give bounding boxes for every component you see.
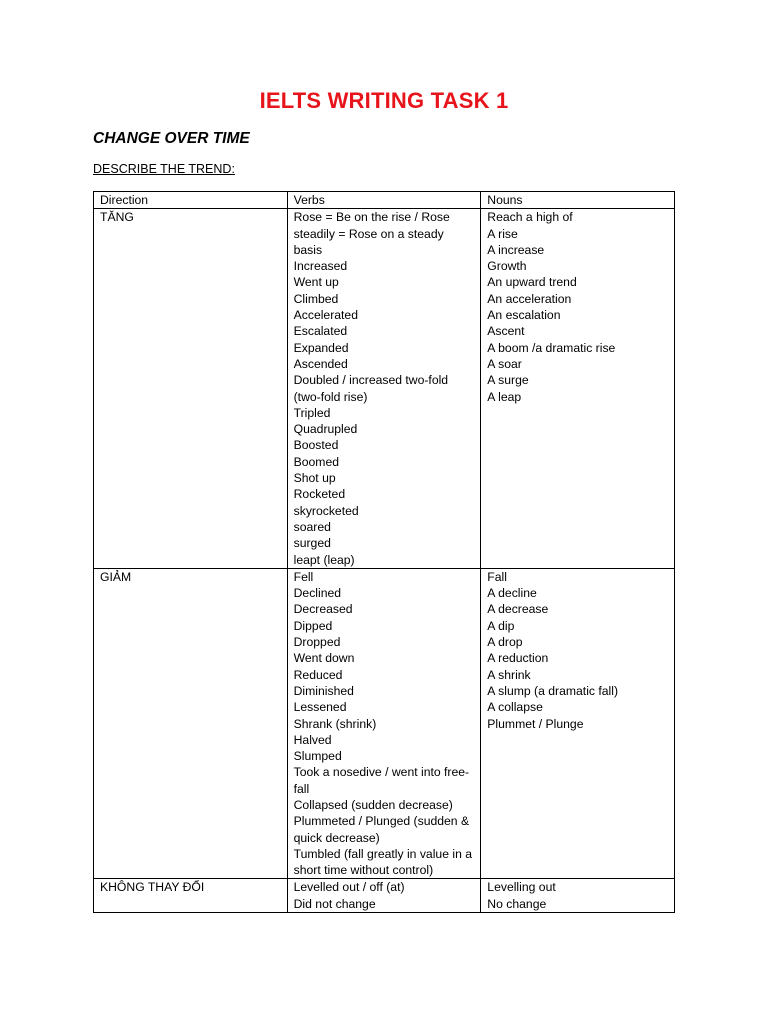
noun-item: Plummet / Plunge <box>487 716 584 731</box>
verb-item: Rose = Be on the rise / Rose steadily = Rose on a steady basis <box>293 210 450 257</box>
verb-item: Went down <box>293 651 355 666</box>
noun-item: A decline <box>487 586 537 601</box>
nouns-cell <box>481 879 675 913</box>
verb-item: Boomed <box>293 454 340 469</box>
verb-item: Shrank (shrink) <box>293 716 377 731</box>
trend-vocabulary-table <box>93 191 675 913</box>
verb-item: Plummeted / Plunged (sudden & quick decrease) <box>293 814 470 845</box>
verb-item: Reduced <box>293 667 343 682</box>
verb-item: Tumbled (fall greatly in value in a short time without control) <box>293 846 473 878</box>
verbs-cell <box>287 209 481 569</box>
noun-item: A decrease <box>487 602 549 617</box>
noun-item: A reduction <box>487 651 549 666</box>
verb-item: Quadrupled <box>293 422 358 437</box>
verb-item: Lessened <box>293 700 347 715</box>
table-header-row <box>94 192 675 209</box>
verb-item: Took a nosedive / went into free-fall <box>293 765 470 796</box>
noun-item: An upward trend <box>487 275 577 290</box>
column-header-verbs: Verbs <box>287 192 481 209</box>
column-header-direction: Direction <box>94 192 288 209</box>
verbs-cell <box>287 879 481 913</box>
verb-item: Collapsed (sudden decrease) <box>293 797 453 812</box>
noun-item: A shrink <box>487 667 531 682</box>
section-heading: DESCRIBE THE TREND: <box>93 162 235 176</box>
table-body <box>94 209 675 913</box>
table-row-decrease <box>94 568 675 879</box>
verb-item: soared <box>293 519 331 534</box>
verb-item: Dropped <box>293 635 341 650</box>
verb-item: Doubled / increased two-fold (two-fold rise) <box>293 373 449 404</box>
direction-label: TĂNG <box>100 210 134 225</box>
verb-item: Did not change <box>293 896 376 911</box>
verb-item: Expanded <box>293 340 349 355</box>
noun-item: A leap <box>487 389 522 404</box>
verbs-cell <box>287 568 481 879</box>
table-row-no-change <box>94 879 675 913</box>
noun-item: An escalation <box>487 308 561 323</box>
verb-item: Shot up <box>293 471 336 486</box>
verb-item: Tripled <box>293 405 331 420</box>
verb-item: Increased <box>293 259 348 274</box>
document-subtitle: CHANGE OVER TIME <box>93 130 250 147</box>
column-header-nouns: Nouns <box>481 192 675 209</box>
noun-item: A boom /a dramatic rise <box>487 340 616 355</box>
verb-item: Escalated <box>293 324 348 339</box>
document-title: IELTS WRITING TASK 1 <box>259 88 509 113</box>
direction-cell <box>94 568 288 879</box>
verb-item: Boosted <box>293 438 339 453</box>
noun-item: Ascent <box>487 324 525 339</box>
verb-item: Climbed <box>293 291 339 306</box>
direction-label: KHÔNG THAY ĐỔI <box>100 880 205 895</box>
noun-item: A surge <box>487 373 529 388</box>
noun-item: Reach a high of <box>487 210 573 225</box>
verb-item: Ascended <box>293 356 348 371</box>
noun-item: A increase <box>487 242 545 257</box>
table-row-increase <box>94 209 675 569</box>
verb-item: skyrocketed <box>293 503 359 518</box>
verb-item: Fell <box>293 569 314 584</box>
noun-item: A slump (a dramatic fall) <box>487 683 619 698</box>
nouns-cell <box>481 568 675 879</box>
noun-item: A soar <box>487 356 522 371</box>
verb-item: Levelled out / off (at) <box>293 880 405 895</box>
verb-item: leapt (leap) <box>293 552 355 567</box>
noun-item: A drop <box>487 635 523 650</box>
verb-item: Dipped <box>293 618 333 633</box>
verb-item: Diminished <box>293 683 354 698</box>
noun-item: Levelling out <box>487 880 556 895</box>
noun-item: Fall <box>487 569 507 584</box>
noun-item: An acceleration <box>487 291 572 306</box>
verb-item: Went up <box>293 275 339 290</box>
noun-item: Growth <box>487 259 527 274</box>
direction-cell <box>94 879 288 913</box>
noun-item: A collapse <box>487 700 543 715</box>
verb-item: Halved <box>293 732 332 747</box>
nouns-cell <box>481 209 675 569</box>
verb-item: Decreased <box>293 602 353 617</box>
verb-item: Rocketed <box>293 487 346 502</box>
verb-item: Declined <box>293 586 342 601</box>
noun-item: No change <box>487 896 547 911</box>
verb-item: Slumped <box>293 749 342 764</box>
direction-label: GIẢM <box>100 569 132 584</box>
noun-item: A dip <box>487 618 515 633</box>
verb-item: surged <box>293 536 331 551</box>
direction-cell <box>94 209 288 569</box>
verb-item: Accelerated <box>293 308 358 323</box>
noun-item: A rise <box>487 226 518 241</box>
